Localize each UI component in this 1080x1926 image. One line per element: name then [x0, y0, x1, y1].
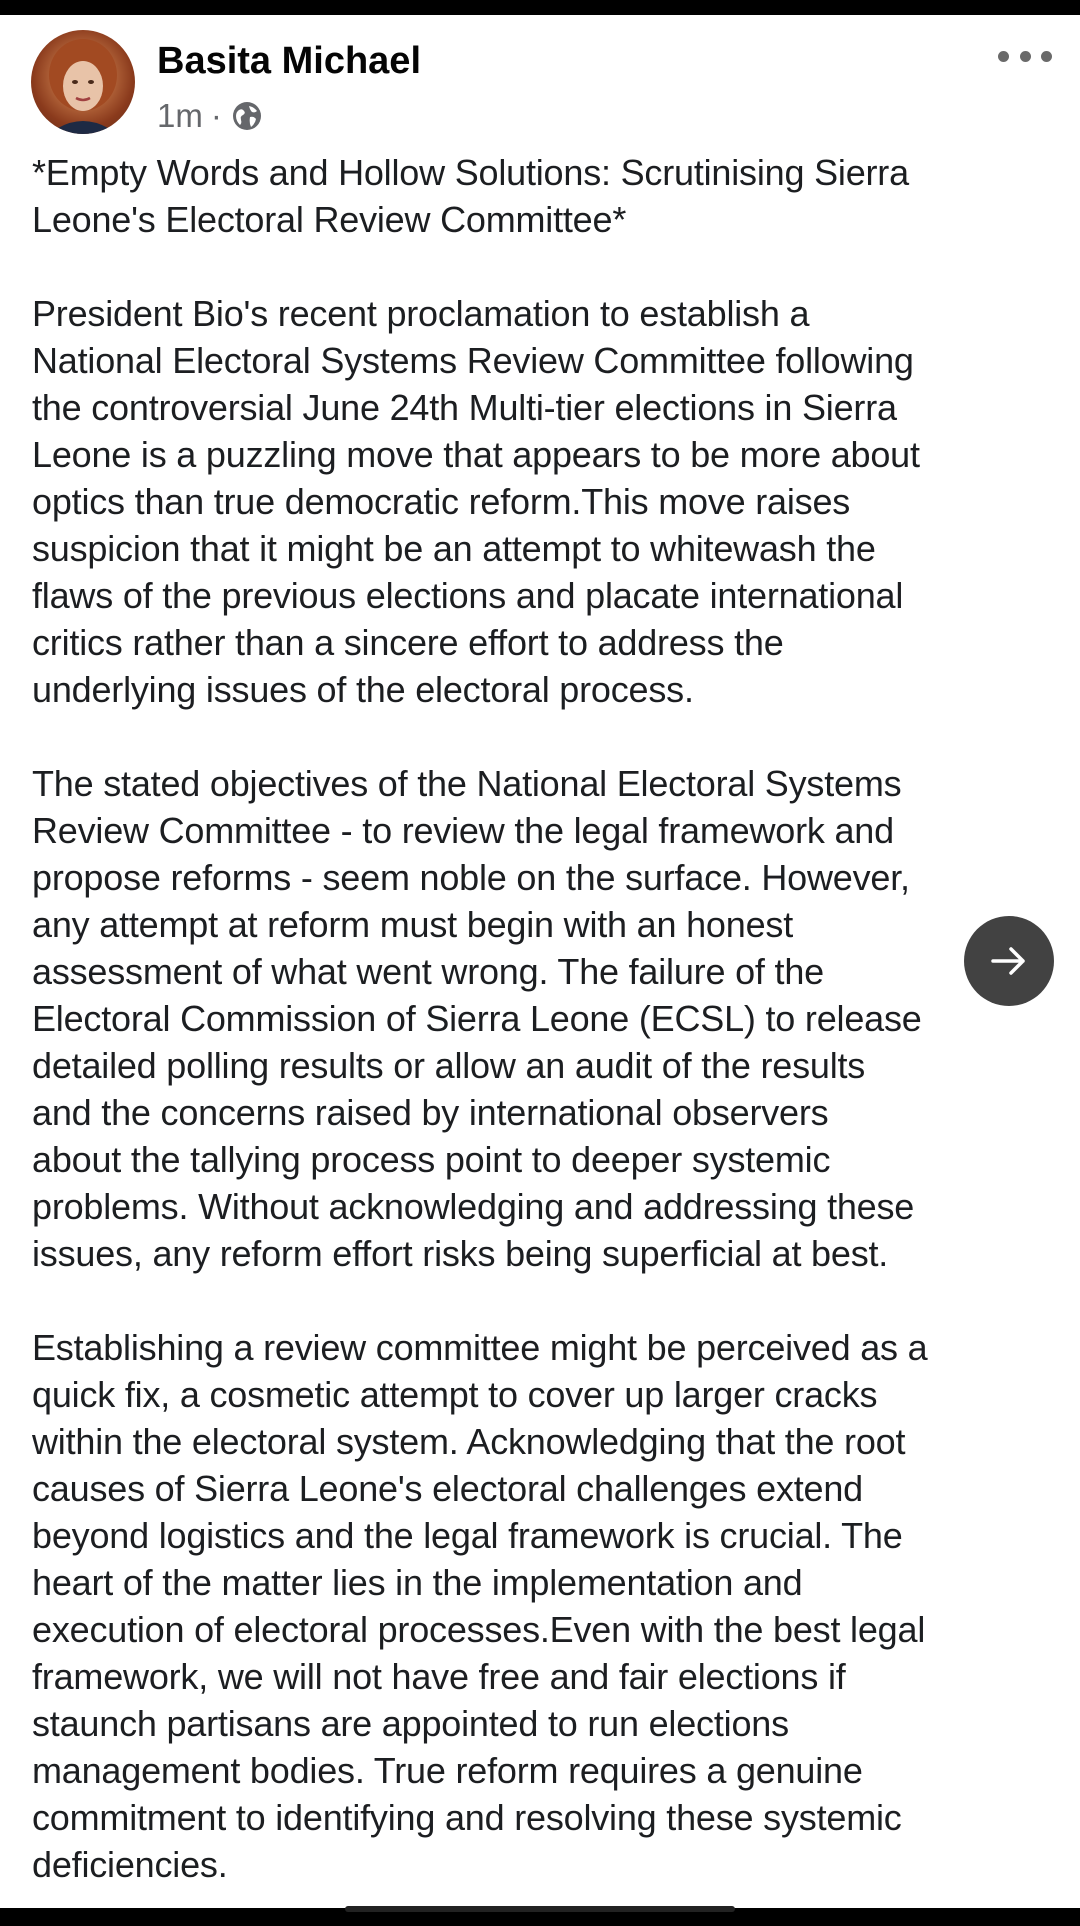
- avatar-portrait: [31, 30, 135, 134]
- dot-icon: [1020, 51, 1031, 62]
- author-avatar[interactable]: [31, 30, 135, 134]
- arrow-right-icon: [987, 939, 1031, 983]
- dot-icon: [1041, 51, 1052, 62]
- dot-icon: [998, 51, 1009, 62]
- author-name[interactable]: Basita Michael: [157, 40, 421, 82]
- status-bar: [0, 0, 1080, 15]
- more-options-button[interactable]: [998, 38, 1052, 74]
- post-paragraph: The stated objectives of the National Electoral Systems Review Committee - to review the legal framework and propose reforms - seem noble on the surface. However, any attempt at reform must begin with an honest assessment of what went wrong. The failure of the Electoral Commission of Sierra Leone (ECSL) to release detailed polling results or allow an audit of the results and the concerns raised by international observers about the tallying process point to deeper systemic problems. Without acknowledging and addressing these issues, any reform effort risks being superficial at best.: [32, 763, 922, 1274]
- meta-separator: ·: [210, 97, 222, 134]
- post-body: [32, 149, 1067, 1888]
- post-timestamp[interactable]: 1m: [157, 97, 203, 134]
- post-paragraph: Establishing a review committee might be perceived as a quick fix, a cosmetic attempt to cover up larger cracks within the electoral system. Acknowledging that the root causes of Sierra Leone's electoral challenges extend beyond logistics and the legal framework is crucial. The heart of the matter lies in the implementation and execution of electoral processes.Even with the best legal framework, we will not have free and fair elections if staunch partisans are appointed to run elections management bodies. True reform requires a genuine commitment to identifying and resolving these systemic deficiencies.: [32, 1327, 928, 1885]
- post-paragraph: President Bio's recent proclamation to establish a National Electoral Systems Review Committee following the controversial June 24th Multi-tier elections in Sierra Leone is a puzzling move that appears to be more about optics than true democratic reform.This move raises suspicion that it might be an attempt to whitewash the flaws of the previous elections and placate international critics rather than a sincere effort to address the underlying issues of the electoral process.: [32, 293, 920, 710]
- globe-icon: [232, 101, 262, 131]
- home-indicator[interactable]: [345, 1906, 735, 1912]
- next-post-button[interactable]: [964, 916, 1054, 1006]
- post-title-paragraph: *Empty Words and Hollow Solutions: Scrutinising Sierra Leone's Electoral Review Committee*: [32, 152, 909, 240]
- post-meta: [157, 96, 262, 136]
